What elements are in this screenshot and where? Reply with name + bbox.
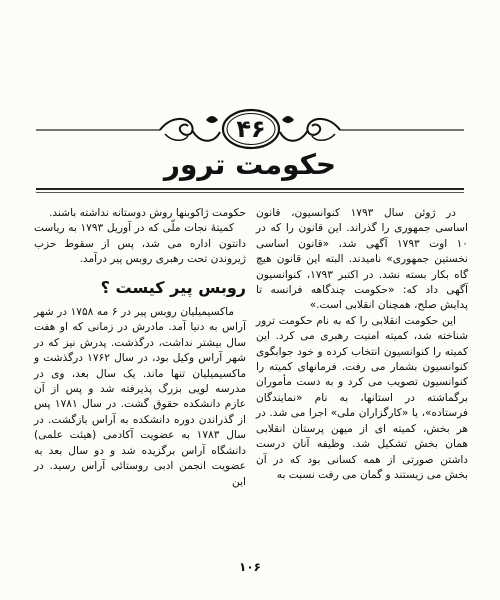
title-rule	[36, 188, 464, 190]
right-column	[256, 206, 468, 483]
paragraph: کمیتهٔ نجات ملّی که در آوریل ۱۷۹۳ به ریاست دانتون اداره می شد، پس از سقوط حزب ژیروندن تحت رهبری روبس پیر درآمد.	[34, 222, 246, 266]
page-number: ۱۰۶	[239, 560, 261, 574]
chapter-number: ۴۶	[236, 115, 266, 143]
paragraph: حکومت ژاکوبنها روش دوستانه نداشته باشند.	[49, 207, 246, 219]
paragraph: این حکومت انقلابی را که به نام حکومت ترور شناخته شد، کمیته امنیت رهبری می کرد. این کمیته را کنوانسیون انتخاب کرده و خود جوابگوی کنوانسیون بشمار می رفت. فرمانهای کمیته را کنوانسیون تصویب می کرد و به دست مأموران برگماشته در استانها، به نام «نمایندگان فرستاده»، یا «کارگزاران ملی» اجرا می شد. در هر بخش، کمیته ای از میهن پرستان انقلابی همان بخش تشکیل شد. وظیفه آنان درست داشتن صورتی از همه کسانی بود که در آن بخش می زیستند و گمان می رفت نسبت به	[256, 314, 468, 481]
chapter-title: حکومت ترور	[163, 148, 337, 181]
section-heading: روبس پیر کیست ؟	[100, 277, 246, 297]
paragraph: در ژوئن سال ۱۷۹۳ کنوانسیون، قانون اساسی جمهوری را گذراند. این قانون را که در ۱۰ اوت ۱۷۹۳ آگهی شد، «قانون اساسی نخستین جمهوری» نامیدند. البته این قانون هیچ گاه بکار بسته نشد. در اکتبر ۱۷۹۳، کنوانسیون آگهی داد که: «حکومت چندگاهه فرانسه تا پدایش صلح، همچنان انقلابی است.»	[256, 207, 468, 312]
title-rule-thin	[36, 192, 464, 193]
paragraph: ماکسیمیلیان روبس پیر در ۶ مه ۱۷۵۸ در شهر آراس به دنیا آمد. مادرش در زمانی که او هفت سال بیشتر نداشت، درگذشت. پدرش نیز که در شهر آراس وکیل بود، در سال ۱۷۶۲ درگذشت و ماکسیمیلیان تنها ماند. یک سال بعد، وی در مدرسه لویی بزرگ پذیرفته شد و پس از آن عازم دانشکده حقوق گشت. در سال ۱۷۸۱ پس از گذراندن دوره دانشکده به آراس بازگشت. در سال ۱۷۸۳ به عضویت آکادمی (هیئت علمی) دانشگاه آراس برگزیده شد و دو سال بعد به عضویت انجمن ادبی روستائی آراس رسید. در این	[34, 306, 246, 488]
left-column	[34, 206, 246, 490]
